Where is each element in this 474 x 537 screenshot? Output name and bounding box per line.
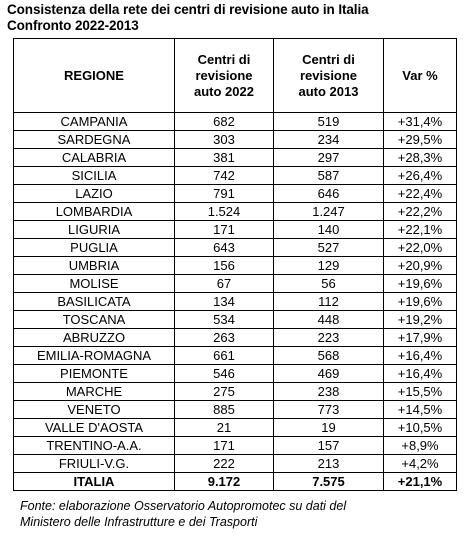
row-var: +26,4% <box>384 167 457 185</box>
table-title <box>7 2 369 34</box>
table-row <box>14 293 457 311</box>
row-centri-2022: 156 <box>175 257 274 275</box>
row-regione: TRENTINO-A.A. <box>14 437 175 455</box>
row-centri-2013: 129 <box>274 257 384 275</box>
title-line-1: Consistenza della rete dei centri di revisione auto in Italia <box>7 2 369 17</box>
table-row <box>14 311 457 329</box>
row-regione: CAMPANIA <box>14 113 175 131</box>
table-row <box>14 185 457 203</box>
row-centri-2013: 157 <box>274 437 384 455</box>
row-centri-2013: 297 <box>274 149 384 167</box>
row-centri-2013: 1.247 <box>274 203 384 221</box>
table-row <box>14 455 457 473</box>
total-row <box>14 473 457 491</box>
row-var: +16,4% <box>384 365 457 383</box>
row-centri-2013: 238 <box>274 383 384 401</box>
row-regione: SARDEGNA <box>14 131 175 149</box>
row-var: +15,5% <box>384 383 457 401</box>
row-centri-2022: 275 <box>175 383 274 401</box>
table-row <box>14 167 457 185</box>
header-regione: REGIONE <box>14 39 175 113</box>
header-centri-2022: Centri di revisione auto 2022 <box>175 39 274 113</box>
row-regione: VENETO <box>14 401 175 419</box>
row-centri-2013: 112 <box>274 293 384 311</box>
row-var: +22,1% <box>384 221 457 239</box>
row-var: +14,5% <box>384 401 457 419</box>
row-centri-2022: 791 <box>175 185 274 203</box>
row-regione: ABRUZZO <box>14 329 175 347</box>
title-line-2: Confronto 2022-2013 <box>7 18 139 33</box>
row-centri-2022: 742 <box>175 167 274 185</box>
row-centri-2013: 519 <box>274 113 384 131</box>
table-row <box>14 329 457 347</box>
row-centri-2022: 661 <box>175 347 274 365</box>
row-centri-2013: 587 <box>274 167 384 185</box>
row-var: +22,4% <box>384 185 457 203</box>
row-regione: CALABRIA <box>14 149 175 167</box>
row-centri-2022: 21 <box>175 419 274 437</box>
row-centri-2022: 134 <box>175 293 274 311</box>
row-var: +16,4% <box>384 347 457 365</box>
header-row <box>14 39 457 113</box>
table-row <box>14 275 457 293</box>
row-centri-2022: 381 <box>175 149 274 167</box>
row-var: +10,5% <box>384 419 457 437</box>
row-var: +17,9% <box>384 329 457 347</box>
source-line-1: Fonte: elaborazione Osservatorio Autopromotec su dati del <box>20 499 347 513</box>
total-centri-2013: 7.575 <box>274 473 384 491</box>
row-centri-2013: 568 <box>274 347 384 365</box>
table-row <box>14 365 457 383</box>
row-centri-2013: 448 <box>274 311 384 329</box>
row-var: +19,2% <box>384 311 457 329</box>
row-centri-2022: 67 <box>175 275 274 293</box>
row-centri-2013: 213 <box>274 455 384 473</box>
row-var: +31,4% <box>384 113 457 131</box>
row-centri-2013: 140 <box>274 221 384 239</box>
row-var: +22,0% <box>384 239 457 257</box>
table-row <box>14 221 457 239</box>
row-regione: LOMBARDIA <box>14 203 175 221</box>
row-regione: SICILIA <box>14 167 175 185</box>
row-centri-2013: 773 <box>274 401 384 419</box>
row-regione: MOLISE <box>14 275 175 293</box>
table-row <box>14 239 457 257</box>
table-row <box>14 419 457 437</box>
row-regione: MARCHE <box>14 383 175 401</box>
row-centri-2022: 222 <box>175 455 274 473</box>
table-row <box>14 257 457 275</box>
total-centri-2022: 9.172 <box>175 473 274 491</box>
row-centri-2022: 546 <box>175 365 274 383</box>
row-centri-2013: 646 <box>274 185 384 203</box>
row-regione: FRIULI-V.G. <box>14 455 175 473</box>
row-centri-2013: 469 <box>274 365 384 383</box>
row-regione: BASILICATA <box>14 293 175 311</box>
table-row <box>14 203 457 221</box>
header-var: Var % <box>384 39 457 113</box>
row-centri-2022: 171 <box>175 221 274 239</box>
row-regione: PUGLIA <box>14 239 175 257</box>
row-centri-2013: 56 <box>274 275 384 293</box>
header-centri-2013: Centri di revisione auto 2013 <box>274 39 384 113</box>
row-regione: EMILIA-ROMAGNA <box>14 347 175 365</box>
total-var: +21,1% <box>384 473 457 491</box>
row-centri-2013: 19 <box>274 419 384 437</box>
source-line-2: Ministero delle Infrastrutture e dei Trasporti <box>20 515 258 529</box>
table-row <box>14 149 457 167</box>
table-row <box>14 347 457 365</box>
row-centri-2022: 885 <box>175 401 274 419</box>
row-centri-2013: 223 <box>274 329 384 347</box>
row-centri-2022: 303 <box>175 131 274 149</box>
row-centri-2022: 643 <box>175 239 274 257</box>
row-centri-2022: 1.524 <box>175 203 274 221</box>
row-centri-2022: 534 <box>175 311 274 329</box>
row-centri-2022: 682 <box>175 113 274 131</box>
table-row <box>14 131 457 149</box>
row-regione: LAZIO <box>14 185 175 203</box>
row-var: +8,9% <box>384 437 457 455</box>
source-note <box>20 498 460 530</box>
row-var: +4,2% <box>384 455 457 473</box>
table-row <box>14 437 457 455</box>
row-var: +19,6% <box>384 293 457 311</box>
row-var: +29,5% <box>384 131 457 149</box>
row-var: +28,3% <box>384 149 457 167</box>
row-var: +22,2% <box>384 203 457 221</box>
row-regione: PIEMONTE <box>14 365 175 383</box>
row-regione: TOSCANA <box>14 311 175 329</box>
row-var: +20,9% <box>384 257 457 275</box>
row-centri-2013: 234 <box>274 131 384 149</box>
row-centri-2022: 263 <box>175 329 274 347</box>
row-regione: UMBRIA <box>14 257 175 275</box>
table-row <box>14 113 457 131</box>
row-regione: LIGURIA <box>14 221 175 239</box>
total-regione: ITALIA <box>14 473 175 491</box>
data-table <box>13 38 457 491</box>
row-centri-2022: 171 <box>175 437 274 455</box>
row-centri-2013: 527 <box>274 239 384 257</box>
table-row <box>14 401 457 419</box>
table-row <box>14 383 457 401</box>
row-regione: VALLE D'AOSTA <box>14 419 175 437</box>
row-var: +19,6% <box>384 275 457 293</box>
